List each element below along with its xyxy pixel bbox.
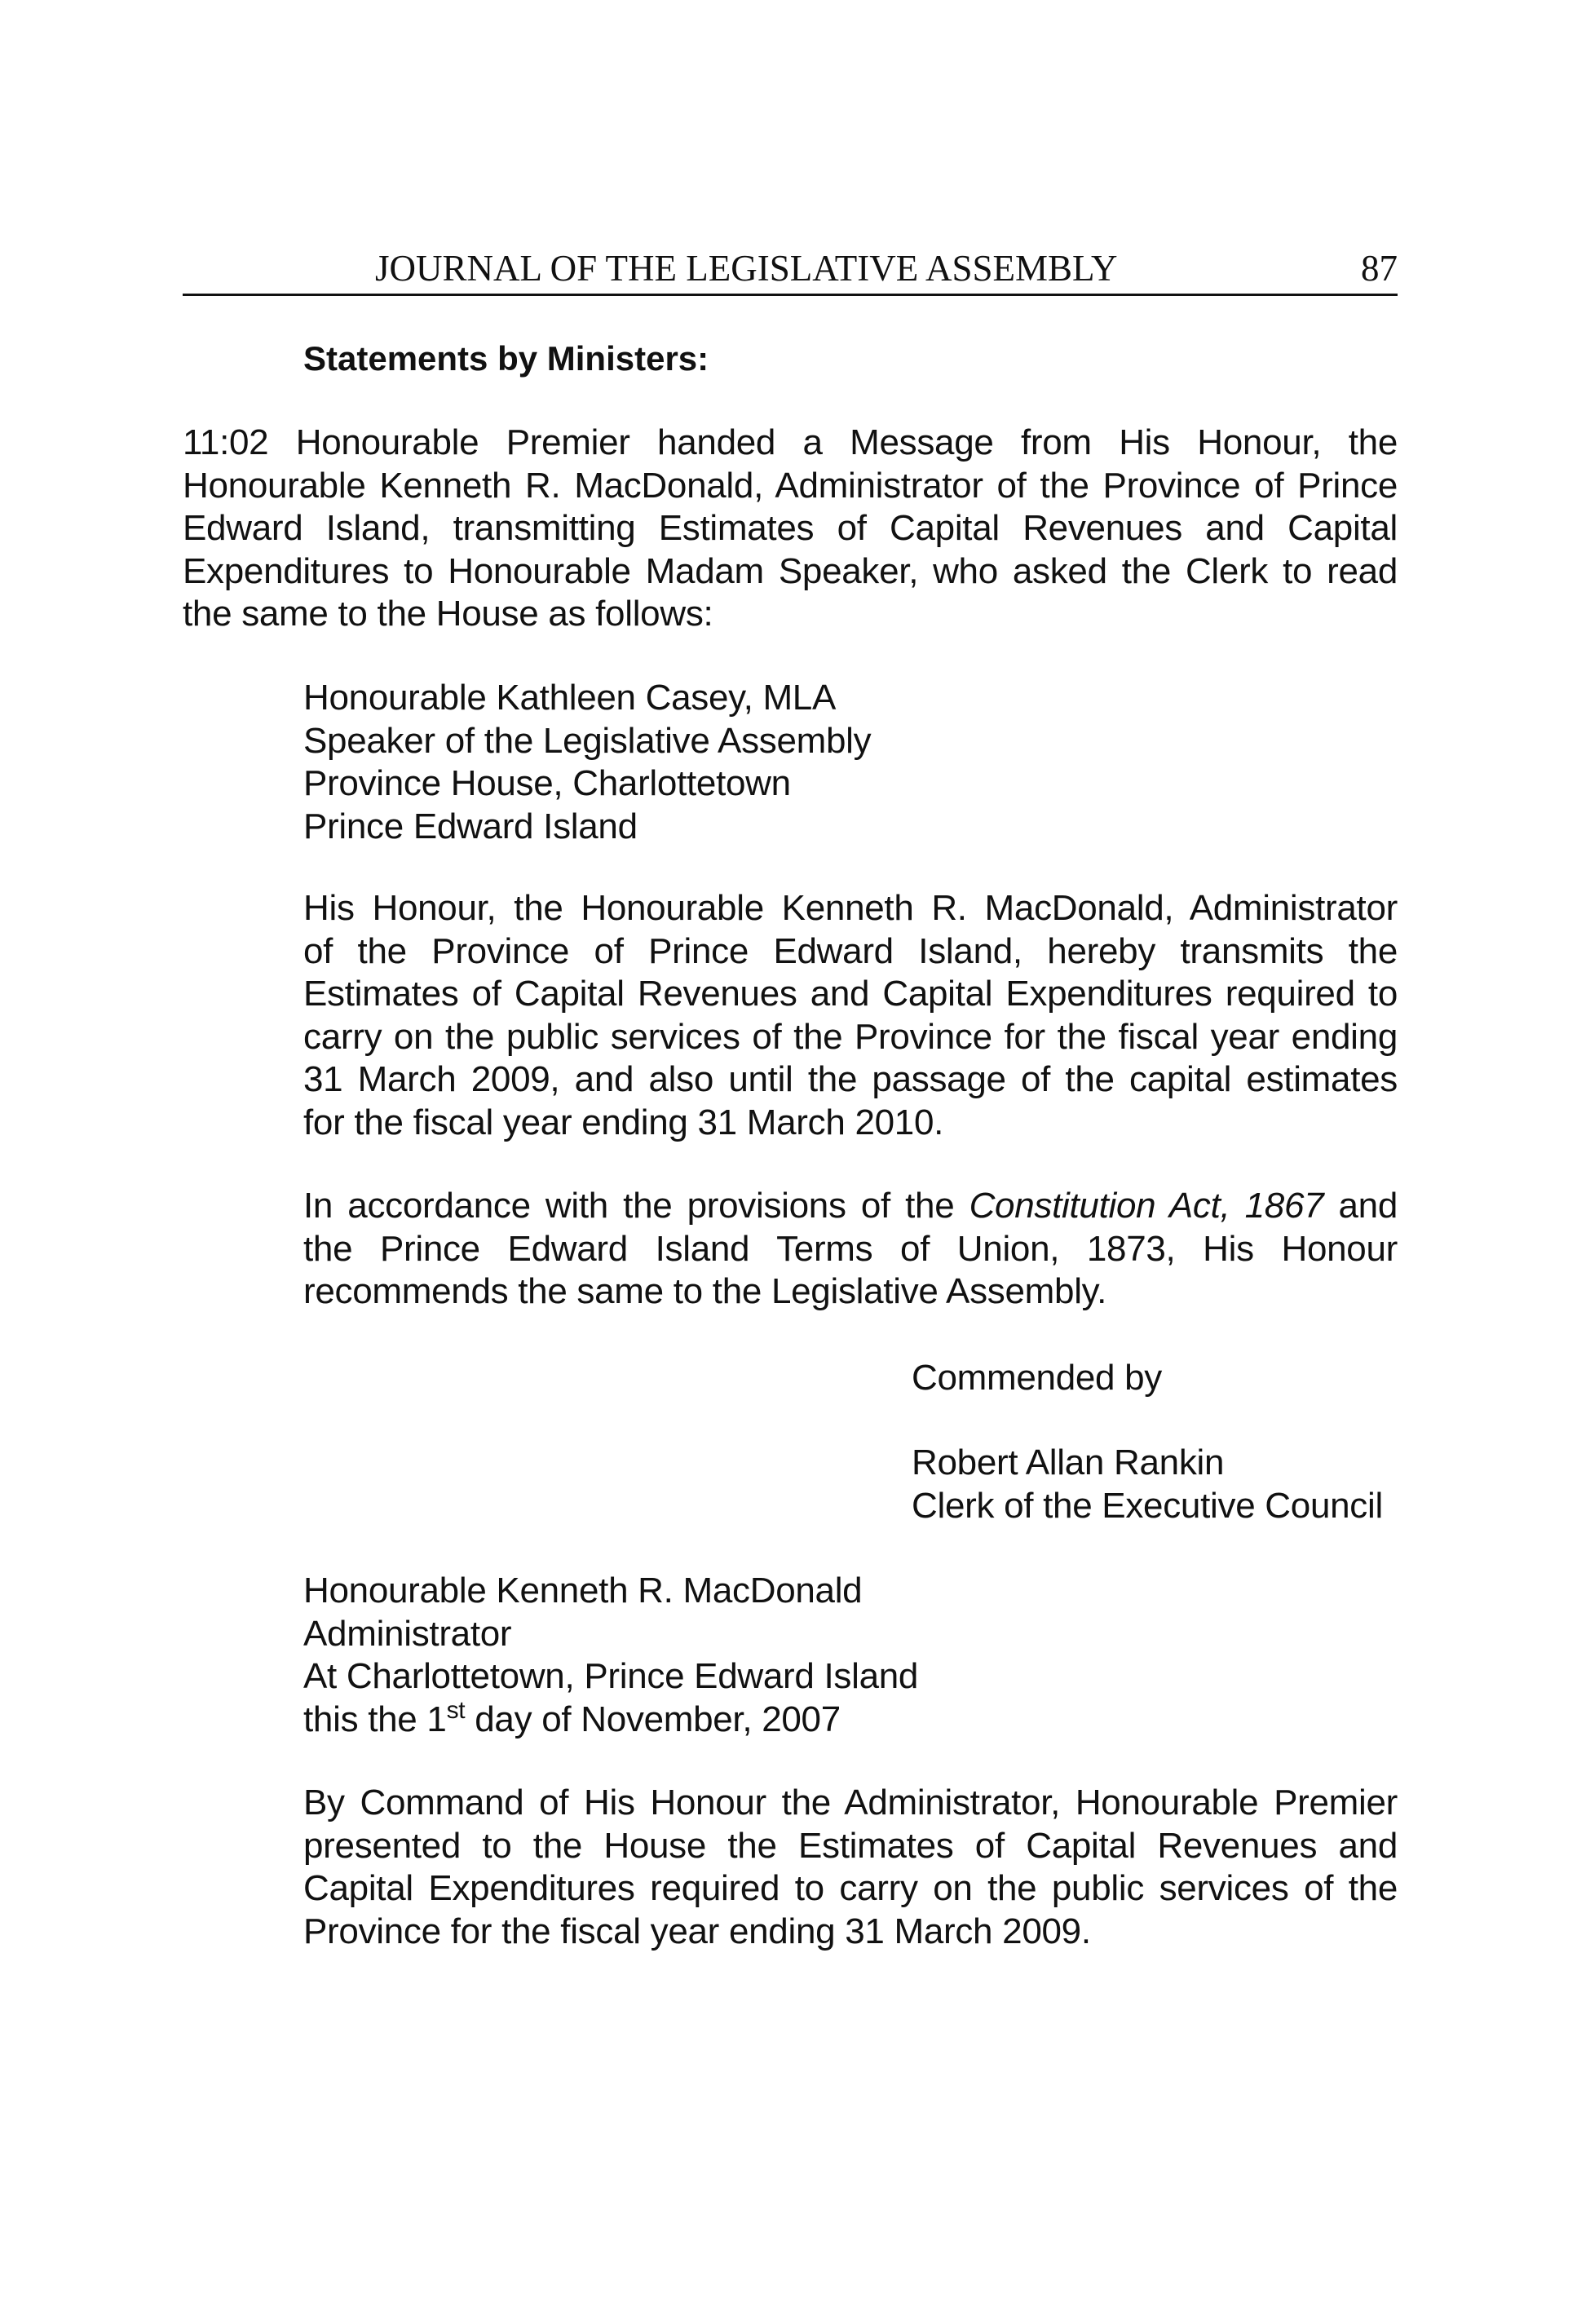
section-heading: Statements by Ministers: [303, 339, 709, 378]
address-line: Prince Edward Island [303, 806, 638, 846]
accordance-line [303, 1185, 1398, 1228]
accordance-text: In accordance with the provisions of the [303, 1186, 969, 1226]
administrator-name: Honourable Kenneth R. MacDonald [303, 1571, 863, 1610]
closing-line: Province for the fiscal year ending 31 March 2009. [303, 1911, 1091, 1951]
intro-line: Honourable Kenneth R. MacDonald, Administrator of the Province of Prince [183, 465, 1398, 506]
address-line: Province House, Charlottetown [303, 763, 791, 803]
accordance-paragraph [303, 1185, 1398, 1314]
message-line: 31 March 2009, and also until the passage of the capital estimates [303, 1059, 1398, 1099]
address-line: Speaker of the Legislative Assembly [303, 720, 872, 761]
closing-line: Capital Expenditures required to carry on the public services of the [303, 1868, 1398, 1908]
date-ordinal-suffix: st [446, 1696, 466, 1724]
message-line: of the Province of Prince Edward Island, hereby transmits the [303, 930, 1398, 971]
intro-line: 11:02 Honourable Premier handed a Message from His Honour, the [183, 422, 1398, 462]
message-line: His Honour, the Honourable Kenneth R. MacDonald, Administrator [303, 888, 1398, 928]
administrator-place: At Charlottetown, Prince Edward Island [303, 1656, 919, 1696]
date-text: day of November, 2007 [465, 1699, 841, 1739]
accordance-text: and [1323, 1186, 1398, 1226]
address-block [303, 677, 1398, 848]
accordance-line: recommends the same to the Legislative Assembly. [303, 1271, 1107, 1311]
constitution-act-citation: Constitution Act, 1867 [969, 1186, 1324, 1226]
commended-by-label: Commended by [912, 1358, 1162, 1398]
page-header [183, 243, 1398, 296]
signer-name: Robert Allan Rankin [912, 1443, 1225, 1482]
closing-line: By Command of His Honour the Administrator, Honourable Premier [303, 1783, 1398, 1823]
administrator-date [303, 1696, 1398, 1742]
signer-block [912, 1442, 1401, 1527]
date-text: this the 1 [303, 1699, 447, 1739]
signer-title: Clerk of the Executive Council [912, 1485, 1383, 1526]
address-line: Honourable Kathleen Casey, MLA [303, 678, 837, 718]
closing-paragraph [303, 1782, 1398, 1953]
administrator-block [303, 1570, 1398, 1741]
page-number: 87 [1361, 248, 1398, 289]
commended-by [912, 1357, 1401, 1400]
message-line: Estimates of Capital Revenues and Capital Expenditures required to [303, 974, 1398, 1014]
message-line: for the fiscal year ending 31 March 2010. [303, 1102, 944, 1142]
intro-line: the same to the House as follows: [183, 594, 713, 634]
intro-line: Edward Island, transmitting Estimates of Capital Revenues and Capital [183, 508, 1398, 548]
intro-line: Expenditures to Honourable Madam Speaker, who asked the Clerk to read [183, 550, 1398, 591]
message-line: carry on the public services of the Province for the fiscal year ending [303, 1016, 1398, 1057]
journal-title: JOURNAL OF THE LEGISLATIVE ASSEMBLY [375, 248, 1118, 289]
administrator-title: Administrator [303, 1613, 512, 1654]
message-paragraph [303, 887, 1398, 1144]
closing-line: presented to the House the Estimates of Capital Revenues and [303, 1825, 1398, 1866]
accordance-line: the Prince Edward Island Terms of Union, 1873, His Honour [303, 1228, 1398, 1269]
intro-paragraph [183, 422, 1398, 636]
